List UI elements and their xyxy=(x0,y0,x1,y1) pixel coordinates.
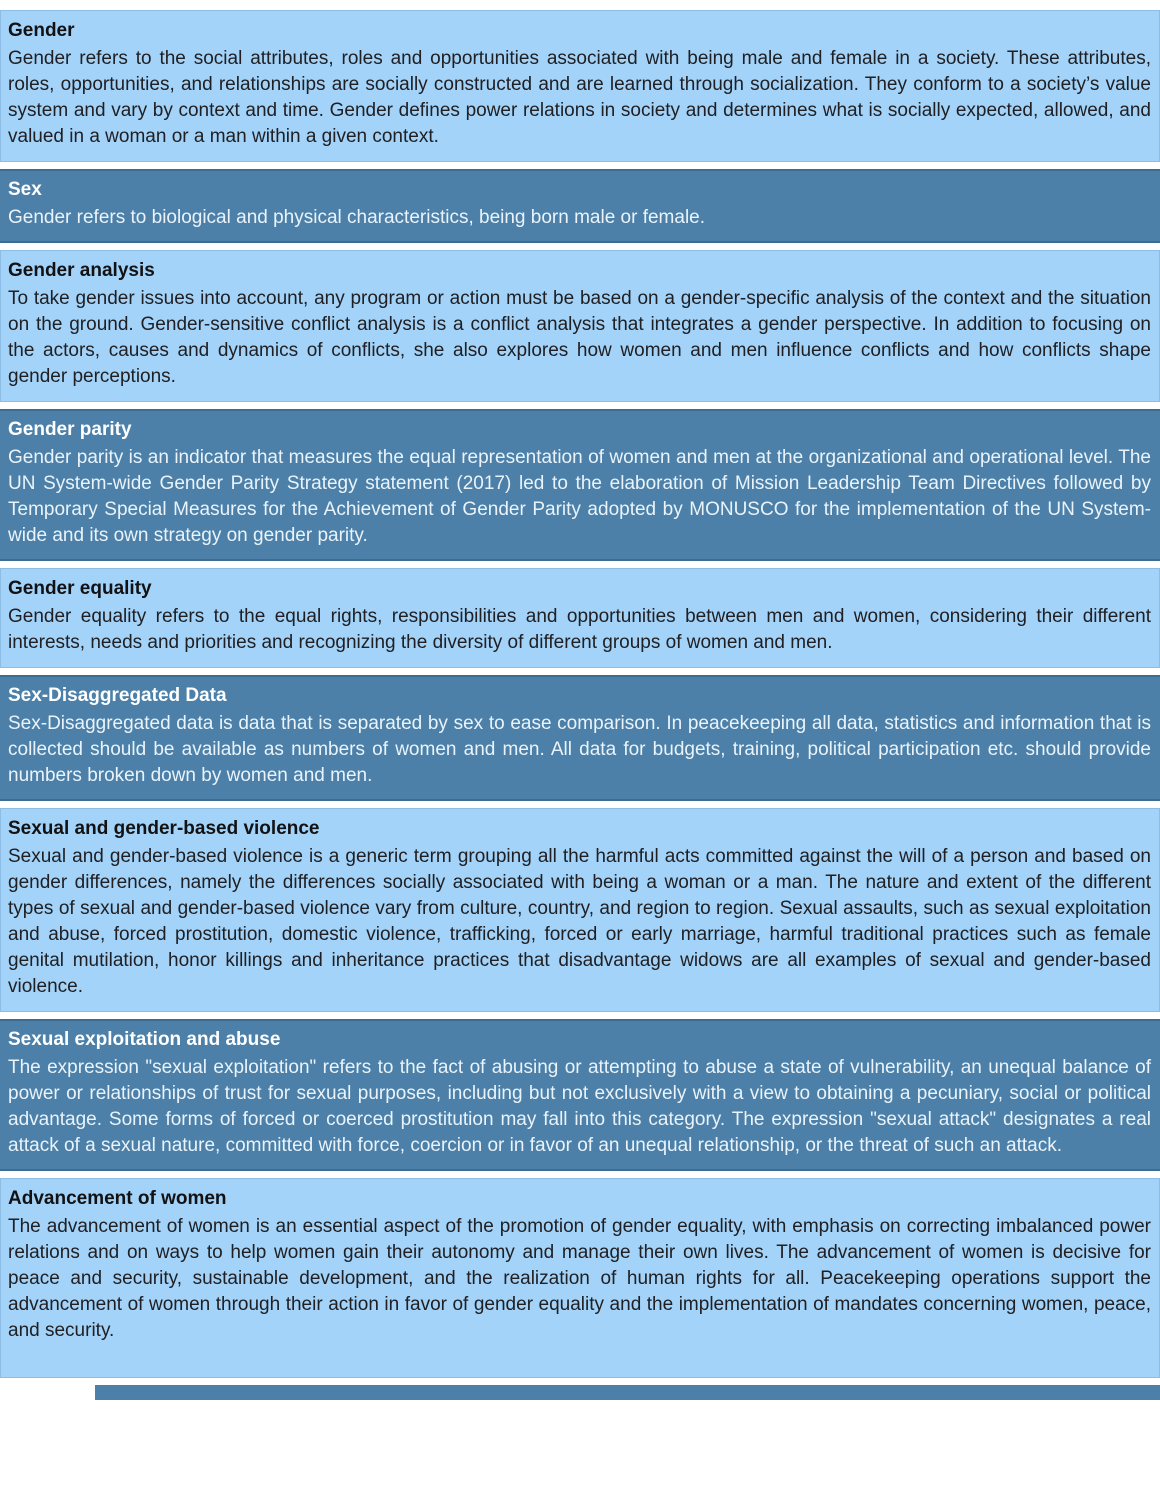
term-definition: Gender refers to biological and physical characteristics, being born male or female. xyxy=(8,207,706,228)
term-section xyxy=(0,808,1160,1012)
term-definition: Sexual and gender-based violence is a generic term grouping all the harmful acts committed against the will of a person and based on gender differences, namely the differences socially associated with being a woman or a man. The nature and extent of the different types of sexual and gender-based violence vary from culture, country, and region to region. Sexual assaults, such as sexual exploitation and abuse, forced prostitution, domestic violence, trafficking, forced or early marriage, harmful traditional practices such as female genital mutilation, honor killings and inheritance practices that disadvantage widows are all examples of sexual and gender-based violence. xyxy=(8,846,1151,997)
term-section xyxy=(0,10,1160,162)
term-title: Gender analysis xyxy=(8,260,155,281)
next-section-partial xyxy=(95,1385,1160,1400)
term-section xyxy=(0,675,1160,801)
term-title: Sexual and gender-based violence xyxy=(8,818,320,839)
term-definition: Sex-Disaggregated data is data that is separated by sex to ease comparison. In peacekeeping all data, statistics and information that is collected should be available as numbers of women and men. All data for budgets, training, political participation etc. should provide numbers broken down by women and men. xyxy=(8,713,1151,786)
term-title: Sex xyxy=(8,179,42,200)
term-section xyxy=(0,169,1160,243)
term-definition: Gender refers to the social attributes, roles and opportunities associated with being male and female in a society. These attributes, roles, opportunities, and relationships are socially constructed and are learned through socialization. They conform to a society’s value system and vary by context and time. Gender defines power relations in society and determines what is socially expected, allowed, and valued in a woman or a man within a given context. xyxy=(8,48,1151,147)
term-definition: The advancement of women is an essential aspect of the promotion of gender equality, with emphasis on correcting imbalanced power relations and on ways to help women gain their autonomy and manage their own lives. The advancement of women is decisive for peace and security, sustainable development, and the realization of human rights for all. Peacekeeping operations support the advancement of women through their action in favor of gender equality and the implementation of mandates concerning women, peace, and security. xyxy=(8,1216,1151,1341)
term-definition: Gender parity is an indicator that measures the equal representation of women and men at the organizational and operational level. The UN System-wide Gender Parity Strategy statement (2017) led to the elaboration of Mission Leadership Team Directives followed by Temporary Special Measures for the Achievement of Gender Parity adopted by MONUSCO for the implementation of the UN System-wide and its own strategy on gender parity. xyxy=(8,447,1151,546)
term-title: Sex-Disaggregated Data xyxy=(8,685,227,706)
glossary-document xyxy=(0,10,1160,1400)
term-section xyxy=(0,1178,1160,1378)
term-section xyxy=(0,409,1160,561)
term-definition: Gender equality refers to the equal rights, responsibilities and opportunities between men and women, considering their different interests, needs and priorities and recognizing the diversity of different groups of women and men. xyxy=(8,606,1151,653)
term-title: Gender equality xyxy=(8,578,152,599)
term-title: Gender xyxy=(8,20,75,41)
term-definition: To take gender issues into account, any program or action must be based on a gender-specific analysis of the context and the situation on the ground. Gender-sensitive conflict analysis is a conflict analysis that integrates a gender perspective. In addition to focusing on the actors, causes and dynamics of conflicts, she also explores how women and men influence conflicts and how conflicts shape gender perceptions. xyxy=(8,288,1151,387)
term-section xyxy=(0,1019,1160,1171)
term-title: Advancement of women xyxy=(8,1188,227,1209)
term-title: Gender parity xyxy=(8,419,132,440)
term-section xyxy=(0,250,1160,402)
term-section xyxy=(0,568,1160,668)
term-title: Sexual exploitation and abuse xyxy=(8,1029,281,1050)
term-definition: The expression "sexual exploitation" refers to the fact of abusing or attempting to abuse a state of vulnerability, an unequal balance of power or relationships of trust for sexual purposes, including but not exclusively with a view to obtaining a pecuniary, social or political advantage. Some forms of forced or coerced prostitution may fall into this category. The expression "sexual attack" designates a real attack of a sexual nature, committed with force, coercion or in favor of an unequal relationship, or the threat of such an attack. xyxy=(8,1057,1151,1156)
